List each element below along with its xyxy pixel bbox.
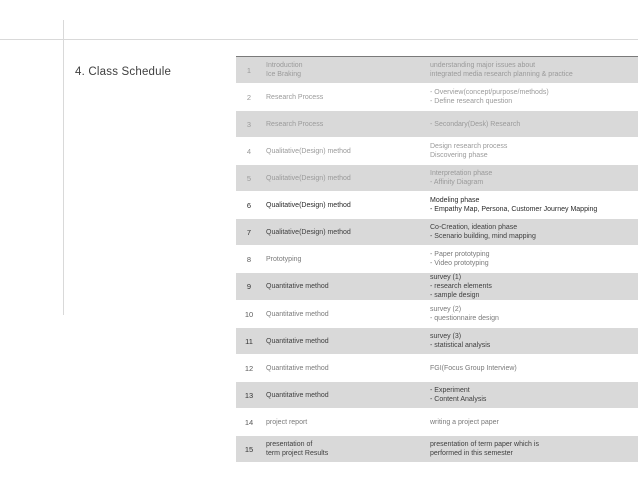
week-topic: presentation of term project Results: [262, 436, 426, 463]
week-description: survey (3) - statistical analysis: [426, 328, 638, 355]
week-number: 14: [236, 409, 262, 436]
table-header-band: [236, 40, 638, 57]
week-number: 2: [236, 84, 262, 111]
week-number: 7: [236, 219, 262, 246]
week-topic: Quantitative method: [262, 273, 426, 301]
week-number: 15: [236, 436, 262, 463]
week-description: - Secondary(Desk) Research: [426, 111, 638, 138]
table-row: [236, 111, 638, 138]
section-title: 4. Class Schedule: [75, 66, 172, 78]
table-row: [236, 301, 638, 328]
table-row: [236, 436, 638, 463]
week-topic: project report: [262, 409, 426, 436]
week-description: - Paper prototyping - Video prototyping: [426, 246, 638, 273]
week-description: FGI(Focus Group Interview): [426, 355, 638, 382]
week-description: Design research process Discovering phase: [426, 138, 638, 165]
week-description: survey (2) - questionnaire design: [426, 301, 638, 328]
week-topic: Qualitative(Design) method: [262, 192, 426, 219]
week-number: 3: [236, 111, 262, 138]
table-row: [236, 409, 638, 436]
table-row: [236, 138, 638, 165]
week-number: 12: [236, 355, 262, 382]
table-row: [236, 273, 638, 301]
week-description: presentation of term paper which is performed in this semester: [426, 436, 638, 463]
week-topic: Qualitative(Design) method: [262, 165, 426, 192]
week-number: 6: [236, 192, 262, 219]
table-row: [236, 328, 638, 355]
week-number: 11: [236, 328, 262, 355]
table-row: [236, 355, 638, 382]
week-description: Interpretation phase - Affinity Diagram: [426, 165, 638, 192]
week-topic: Quantitative method: [262, 301, 426, 328]
week-description: understanding major issues about integrated media research planning & practice: [426, 57, 638, 84]
left-divider: [63, 20, 64, 315]
week-topic: Qualitative(Design) method: [262, 138, 426, 165]
week-topic: Qualitative(Design) method: [262, 219, 426, 246]
week-topic: Prototyping: [262, 246, 426, 273]
table-row-current-week: [236, 192, 638, 219]
week-description: - Overview(concept/purpose/methods) - Define research question: [426, 84, 638, 111]
week-description: survey (1) - research elements - sample design: [426, 273, 638, 301]
table-row: [236, 165, 638, 192]
week-topic: Research Process: [262, 111, 426, 138]
week-number: 5: [236, 165, 262, 192]
week-number: 1: [236, 57, 262, 84]
table-row: [236, 219, 638, 246]
week-topic: Research Process: [262, 84, 426, 111]
class-schedule-table: [236, 40, 638, 463]
week-description: Co-Creation, ideation phase - Scenario building, mind mapping: [426, 219, 638, 246]
week-number: 9: [236, 273, 262, 301]
week-number: 4: [236, 138, 262, 165]
week-number: 8: [236, 246, 262, 273]
week-description: Modeling phase - Empathy Map, Persona, Customer Journey Mapping: [426, 192, 638, 219]
table-row: [236, 382, 638, 409]
week-description: - Experiment - Content Analysis: [426, 382, 638, 409]
week-number: 10: [236, 301, 262, 328]
week-number: 13: [236, 382, 262, 409]
week-topic: Quantitative method: [262, 328, 426, 355]
week-topic: Introduction Ice Braking: [262, 57, 426, 84]
table-row: [236, 57, 638, 84]
week-description: writing a project paper: [426, 409, 638, 436]
table-row: [236, 84, 638, 111]
table-row: [236, 246, 638, 273]
week-topic: Quantitative method: [262, 382, 426, 409]
week-topic: Quantitative method: [262, 355, 426, 382]
